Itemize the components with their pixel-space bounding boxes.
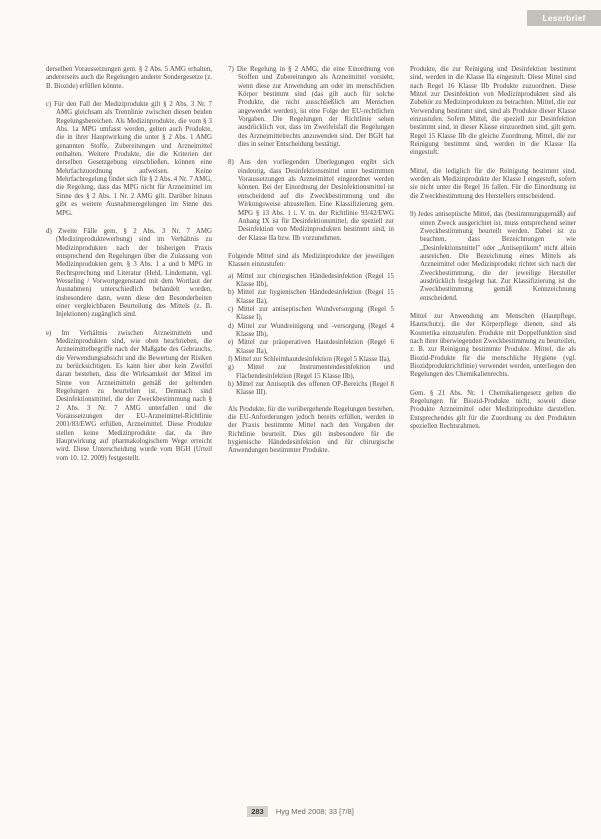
paragraph: c) Für den Fall der Mediziprodukte gilt § 2 Abs. 3 Nr. 7 AMG gleichsam als Trennlinie zwischen diesen beiden Regelungsbereichen. Als Medizinprodukte, die vom § 3 Abs. 1a MPG umfasst werden, gelten auch Produkte, die in ihrer Hauptwirkung die unter § 2 Abs. 1 AMG genannten Stoffe, Zubereitungen und Arzneimittel enthalten. Weitere Produkte, die die Kriterien der derselben Gesetzgebung einschließen, können eine Mehrfachzuordnung aufweisen. Keine Mehrfachregelung findet sich für § 2 Abs. 4 Nr. 7 AMG, die Regelung, dass das MPG nicht für Arzneimittel im Sinne des § 2 Abs. 1 Nr. 2 AMG gilt. Darüber hinaus gibt es weitere Ausnahmeregelungen im Sinne des MPG. (46, 101, 212, 217)
list-item: e) Mittel zur präoperativen Hautdesinfektion (Regel 6 Klasse IIa), (228, 339, 394, 355)
paragraph: 8) Aus den vorliegenden Überlegungen ergibt sich eindeutig, dass Desinfektionsmittel unter bestimmten Voraussetzungen als Arzneimittel eingeordnet werden können. Bei der Einordnung der Desinfektionsmittel ist entscheidend auf die Zweckbestimmung und die Wirkungsweise abzustellen. Eine Klassifizierung gem. MPG § 13 Abs. 1 i. V. m. der Richtlinie 93/42/EWG Anhang IX ist für Desinfektionsmittel, die speziell zur Desinfektion von Medizinprodukten bestimmt sind, in der Klasse IIa bzw. IIb vorzunehmen. (228, 159, 394, 242)
paragraph: Mittel, die lediglich für die Reinigung bestimmt sind, werden als Medizinprodukte der Klasse I eingestuft, sofern sie nicht unter die Regel 16 fallen. Für die Einordnung ist die Zweckbestimmung des Herstellers entscheidend. (410, 167, 576, 200)
paragraph: e) Im Verhältnis zwischen Arzneimitteln und Medizinprodukten sind, wie oben beschrieben, die Arzneimittelbegriffe nach der Maßgabe des Gebrauchs, die Verwendungsabsicht und die Bewertung der Risiken zu berücksichtigen. Es kann hier aber kein Zweifel daran bestehen, dass die Wirksamkeit der Mittel im Sinne von Arzneimitteln gemäß der geltenden Regelungen zu beurteilen ist. Demnach sind Desinfektionsmittel, die der Zweckbestimmung nach § 2 Abs. 3 Nr. 7 AMG unterfallen und die Voraussetzungen der EU-Arzneimittel-Richtlinie 2001/83/EWG erfüllen, Arzneimittel. Diese Produkte stellen keine Medizinprodukte dar, da ihre Hauptwirkung auf pharmakologischem Wege erreicht wird. Diese Unterscheidung wurde vom BGH (Urteil vom 10. 12. 2009) festgestellt. (46, 329, 212, 462)
page-number: 283 (247, 806, 268, 817)
paragraph: Produkte, die zur Reinigung und Desinfektion bestimmt sind, werden in die Klasse IIa eingestuft. Diese Mittel sind nach Regel 16 Klasse IIb Produkte zuzuordnen. Diese Mittel zur Desinfektion von Medizinprodukten sind als Zubehör zu Medizinprodukten zu betrachten. Mittel, die zur Verwendung bestimmt sind, sind als Produkte dieser Klasse einzustufen. Sofern Mittel, die speziell zur Desinfektion bestimmt sind, in dieser Klasse einzuordnen sind, gilt gem. Regel 15 Klasse IIb die gleiche Zuordnung. Mittel, die zur Reinigung bestimmt sind, werden in die Klasse IIa eingestuft. (410, 66, 576, 157)
list-item: c) Mittel zur antiseptischen Wundversorgung (Regel 5 Klasse I), (228, 305, 394, 322)
journal-citation: Hyg Med 2008; 33 [7/8] (275, 807, 354, 816)
article-body (46, 66, 576, 796)
list-item: d) Mittel zur Wundreinigung und -versorgung (Regel 4 Klasse IIb), (228, 322, 394, 338)
column-3 (410, 66, 576, 796)
paragraph: Gem. § 21 Abs. Nr. 1 Chemikaliengesetz gelten die Regelungen für Biozid-Produkte nicht, soweit diese Produkte Arzneimittel oder Medizinprodukte darstellen. Entsprechendes gilt für die Zuordnung zu den Produkten speziellen Rechtsrahmen. (410, 389, 576, 431)
list-item: g) Mittel zur Instrumentendesinfektion und Flächendesinfektion (Regel 15 Klasse IIb), (228, 364, 394, 380)
list-item: a) Mittel zur chirurgischen Händedesinfektion (Regel 15 Klasse IIb), (228, 272, 394, 288)
paragraph: Mittel zur Anwendung am Menschen (Hautpflege, Hautschutz), die der Körperpflege dienen, sind als Kosmetika einzustufen. Produkte mit Doppelfunktion sind nach ihrer überwiegenden Zweckbestimmung zu beurteilen, z. B. zur Reinigung bestimmte Produkte. Mittel, die als Biozid-Produkte für die menschliche Hygiene (vgl. Biozidproduktrichtlinie) verwendet werden, unterliegen den Regelungen des Chemikalienrechts. (410, 312, 576, 379)
column-1 (46, 66, 212, 796)
paragraph: derselben Voraussetzungen gem. § 2 Abs. 5 AMG erhalten, andererseits auch die Regelungen anderer Sondergesetze (z. B. Biozide) erfüllen könnte. (46, 66, 212, 90)
classification-list (228, 273, 394, 398)
column-2 (228, 66, 394, 796)
list-intro: Folgende Mittel sind als Medizinprodukte der jeweiligen Klassen einzustufen: (228, 252, 394, 269)
page-footer (0, 806, 601, 817)
paragraph: Als Produkte, für die vorübergehende Regelungen bestehen, die EU-Anforderungen jedoch bereits erfüllen, werden in der Praxis bestimmte Mittel nach den Vorgaben der Richtlinie beurteilt. Dies gilt insbesondere für die hygienische Händedesinfektion und für chirurgische Anwendungen bestimmter Produkte. (228, 405, 394, 455)
paragraph: 9) Jedes antiseptische Mittel, das (bestimmungsgemäß) auf einen Zweck ausgerichtet ist, muss entsprechend seiner Zweckbestimmung beurteilt werden. Dabei ist zu beachten, dass Bezeichnungen wie „Desinfektionsmittel" oder „Antiseptikum" nicht allein ausreichen. Die Bezeichnung eines Mittels als Arzneimittel oder Medizinprodukt richtet sich nach der Zweckbestimmung, die der jeweilige Hersteller ausdrücklich festgelegt hat. Zur Klassifizierung ist die Zweckbestimmung gemäß Kennzeichnung entscheidend. (410, 211, 576, 302)
paragraph: 7) Die Regelung in § 2 AMG, die eine Einordnung von Stoffen und Zubereitungen als Arzneimittel vorsieht, wenn diese zur Anwendung am oder im menschlichen Körper bestimmt sind (das gilt auch für solche Produkte, die nicht ausschließlich am Menschen angewendet werden), ist eine Folge der EU-rechtlichen Vorgaben. Die Regelungen der Richtlinie sehen ausdrücklich vor, dass im Zweifelsfall die Regelungen des Arzneimittelrechts anzuwenden sind. Der BGH hat dies in seiner Entscheidung bestätigt. (228, 66, 394, 149)
list-item: b) Mittel zur hygienischen Händedesinfektion (Regel 15 Klasse IIa), (228, 289, 394, 305)
section-label: Leserbrief (527, 10, 601, 26)
paragraph: d) Zweite Fälle gem. § 2 Abs. 3 Nr. 7 AMG (Medizinproduktewerbung) sind im Verhältnis zu Medizinprodukten nach der bisherigen Praxis entsprechend den Regelungen über die Zulassung von Medizinprodukten gem. § 3 Abs. 1 a und b MPG in Rechtsprechung und Literatur (Held, Lindemann, vgl. Wesseling / Vorwortgegenstand mit dem Wortlaut der Ausnahmen) unterschiedlich behandelt worden, insbesondere dann, wenn diese den Besonderheiten einer vergleichbaren Beurteilung des Mittels (z. B. Injektionen) zugänglich sind. (46, 227, 212, 319)
list-item: h) Mittel zur Antiseptik des offenen OP-Bereichs (Regel 8 Klasse III). (228, 381, 394, 397)
list-item: f) Mittel zur Schleimhautdesinfektion (Regel 5 Klasse IIa), (228, 356, 391, 363)
